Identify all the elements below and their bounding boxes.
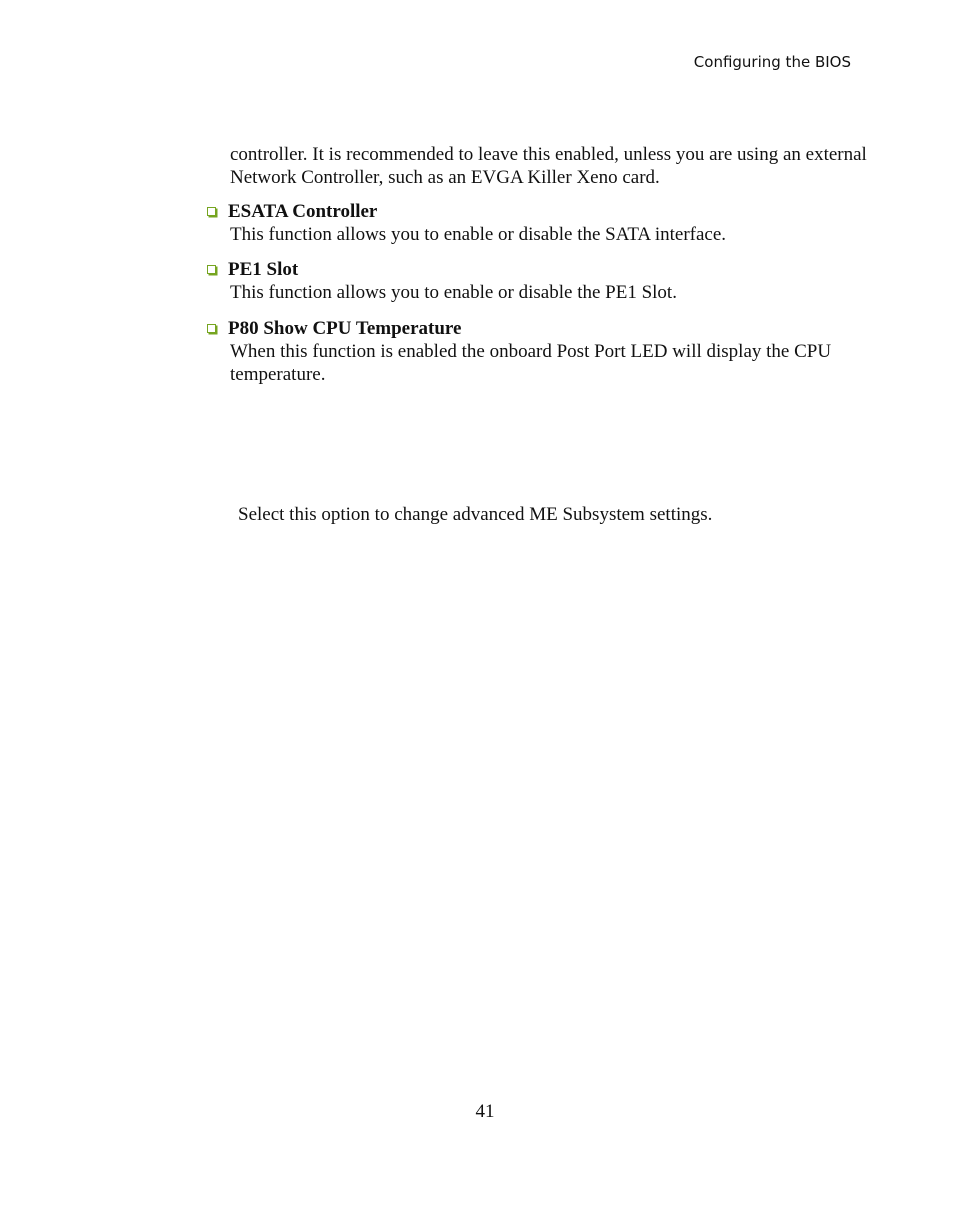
list-item	[205, 200, 865, 246]
item-title: PE1 Slot	[228, 259, 299, 280]
item-title: P80 Show CPU Temperature	[228, 318, 462, 339]
list-item	[205, 317, 865, 386]
checkbox-icon	[207, 207, 216, 216]
list-item	[205, 258, 865, 304]
item-description: When this function is enabled the onboard Post Port LED will display the CPU temperature.	[230, 341, 832, 385]
checkbox-icon	[207, 324, 216, 333]
running-header: Configuring the BIOS	[693, 53, 851, 71]
continuation-paragraph: controller. It is recommended to leave this enabled, unless you are using an external Network Controller, such as an EVGA Killer Xeno card.	[230, 144, 867, 188]
page-number: 41	[475, 1101, 495, 1122]
item-title: ESATA Controller	[228, 201, 378, 222]
item-description: This function allows you to enable or disable the SATA interface.	[230, 224, 727, 245]
me-subsystem-note: Select this option to change advanced ME Subsystem settings.	[238, 504, 713, 525]
checkbox-icon	[207, 265, 216, 274]
item-description: This function allows you to enable or disable the PE1 Slot.	[230, 282, 677, 303]
